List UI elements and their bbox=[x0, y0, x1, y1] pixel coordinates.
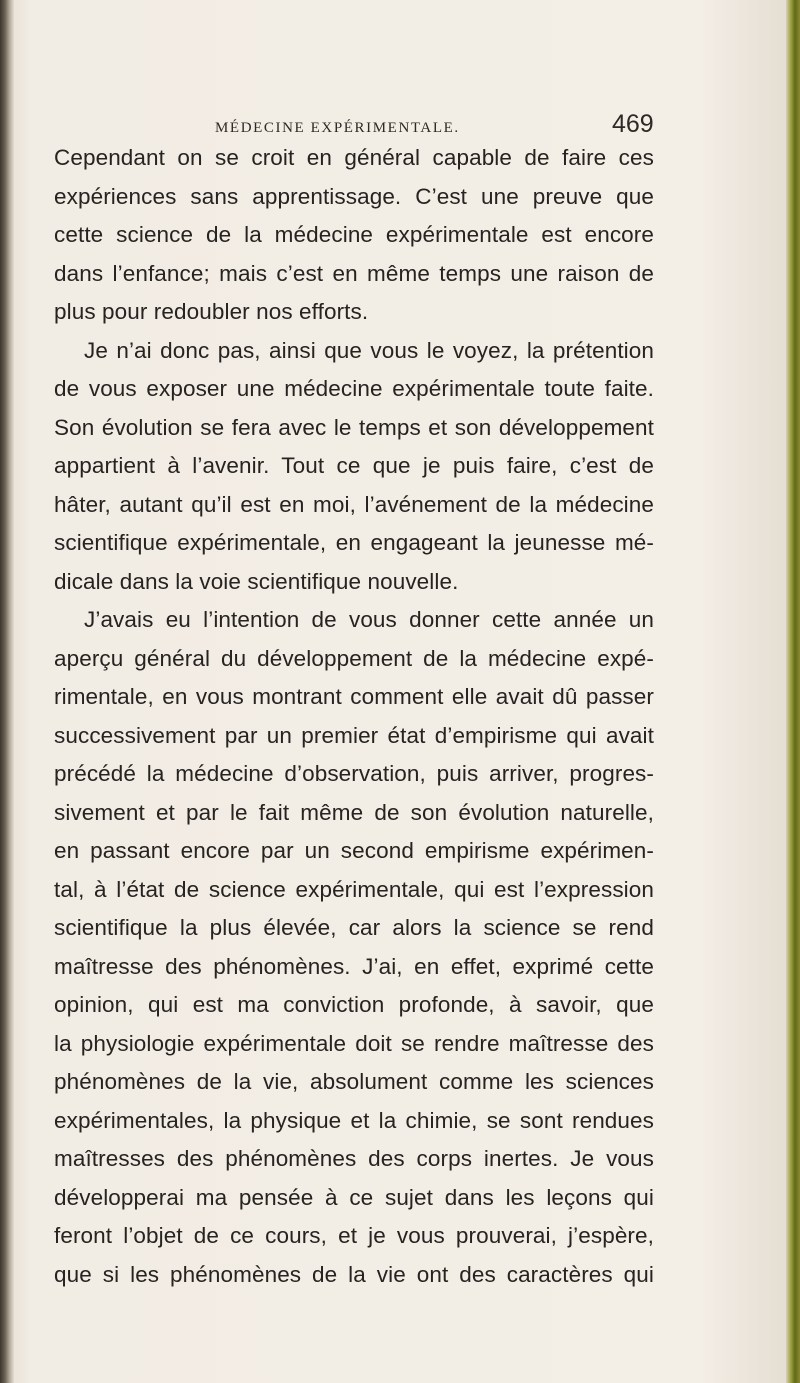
text-line: Son évolution se fera avec le temps et son développement bbox=[54, 414, 654, 440]
text-line: Cependant on se croit en général capable de faire ces bbox=[54, 145, 654, 170]
text-line: appartient à l’avenir. Tout ce que je puis faire, c’est de bbox=[54, 453, 654, 478]
text-line: tal, à l’état de science expérimentale, qui est l’expression bbox=[54, 876, 654, 902]
text-line: cette science de la médecine expérimentale est encore bbox=[54, 222, 654, 247]
text-line: dicale dans la voie scientifique nouvelle. bbox=[54, 568, 459, 594]
running-head: MÉDECINE EXPÉRIMENTALE. bbox=[215, 120, 460, 136]
text-line: expérimentales, la physique et la chimie, se sont rendues bbox=[54, 1107, 654, 1133]
text-line: la physiologie expérimentale doit se rendre maîtresse des bbox=[54, 1030, 654, 1056]
text-line: opinion, qui est ma conviction profonde, à savoir, que bbox=[54, 992, 654, 1017]
text-line: de vous exposer une médecine expérimentale toute faite. bbox=[54, 376, 654, 401]
body-text bbox=[54, 139, 654, 1294]
text-line: rimentale, en vous montrant comment elle avait dû passer bbox=[54, 684, 654, 709]
text-line: maîtresse des phénomènes. J’ai, en effet, exprimé cette bbox=[54, 953, 654, 979]
text-line: que si les phénomènes de la vie ont des caractères qui bbox=[54, 1261, 654, 1287]
page-edge-left bbox=[0, 0, 14, 1383]
text-line: sivement et par le fait même de son évolution naturelle, bbox=[54, 799, 654, 825]
text-line: feront l’objet de ce cours, et je vous prouverai, j’espère, bbox=[54, 1223, 654, 1248]
text-line: scientifique la plus élevée, car alors la science se rend bbox=[54, 915, 654, 940]
text-line: dans l’enfance; mais c’est en même temps une raison de bbox=[54, 260, 654, 286]
text-line: précédé la médecine d’observation, puis arriver, progres- bbox=[54, 761, 654, 786]
text-line: expériences sans apprentissage. C’est une preuve que bbox=[54, 183, 654, 209]
text-line: développerai ma pensée à ce sujet dans les leçons qui bbox=[54, 1184, 654, 1210]
text-line: maîtresses des phénomènes des corps inertes. Je vous bbox=[54, 1146, 654, 1171]
text-line: aperçu général du développement de la médecine expé- bbox=[54, 645, 654, 671]
text-line: J’avais eu l’intention de vous donner cette année un bbox=[84, 607, 654, 632]
text-line: hâter, autant qu’il est en moi, l’avénement de la médecine bbox=[54, 491, 654, 517]
text-line: phénomènes de la vie, absolument comme les sciences bbox=[54, 1069, 654, 1094]
text-line: en passant encore par un second empirisme expérimen- bbox=[54, 838, 654, 863]
page-number: 469 bbox=[612, 110, 654, 138]
text-line: plus pour redoubler nos efforts. bbox=[54, 299, 369, 324]
text-line: Je n’ai donc pas, ainsi que vous le voyez, la prétention bbox=[84, 337, 654, 363]
text-line: successivement par un premier état d’empirisme qui avait bbox=[54, 722, 654, 748]
text-line: scientifique expérimentale, en engageant la jeunesse mé- bbox=[54, 530, 654, 555]
page-edge-right bbox=[786, 0, 800, 1383]
